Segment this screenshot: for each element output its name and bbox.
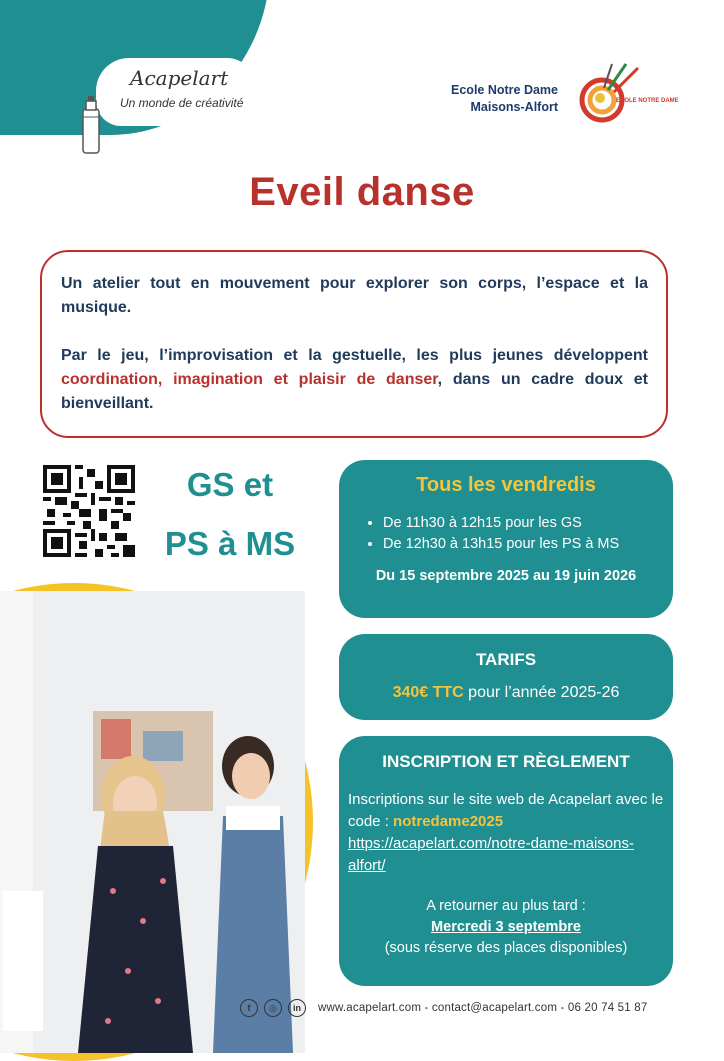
tarifs-title: TARIFS	[475, 650, 537, 669]
intro-paragraph-2	[61, 344, 648, 416]
schedule-dates: Du 15 septembre 2025 au 19 juin 2026	[375, 568, 637, 584]
schedule-panel	[339, 460, 673, 618]
intro-p2-start: Par le jeu, l’improvisation et la gestuelle, les plus jeunes développent	[61, 347, 648, 364]
schedule-item: • De 11h30 à 12h15 pour les GS	[383, 513, 619, 534]
return-label: A retourner au plus tard :	[426, 898, 586, 914]
footer	[240, 996, 647, 1020]
school-logo	[578, 60, 679, 128]
schedule-list	[367, 513, 619, 555]
school-name-line2: Maisons-Alfort	[470, 100, 558, 114]
schedule-item: • De 12h30 à 13h15 pour les PS à MS	[383, 534, 619, 555]
return-deadline: Mercredi 3 septembre	[431, 919, 581, 935]
inscription-code: notredame2025	[393, 813, 504, 830]
school-logo-text: ECOLE NOTRE DAME	[616, 98, 679, 104]
tarifs-panel	[339, 634, 673, 720]
inscription-panel	[339, 736, 673, 986]
spray-can-icon	[78, 95, 104, 155]
school-name-line1: Ecole Notre Dame	[451, 83, 558, 97]
brand-tagline: Un monde de créativité	[120, 96, 244, 110]
tarifs-suffix: pour l’année 2025-26	[463, 684, 620, 701]
schedule-title: Tous les vendredis	[416, 474, 596, 496]
instagram-icon[interactable]: ◎	[264, 999, 282, 1017]
level-line-2: PS à MS	[164, 525, 296, 562]
tarifs-line	[339, 684, 673, 702]
page-title: Eveil danse	[249, 170, 475, 214]
facebook-icon[interactable]: f	[240, 999, 258, 1017]
brand-name: Acapelart	[130, 66, 229, 90]
school-name	[408, 82, 558, 116]
return-note: (sous réserve des places disponibles)	[384, 940, 628, 956]
inscription-text	[348, 789, 668, 877]
intro-p2-highlight: coordination, imagination et plaisir de danser	[61, 371, 438, 388]
qr-code[interactable]	[43, 465, 135, 557]
inscription-title: INSCRIPTION ET RÈGLEMENT	[382, 752, 630, 771]
inscription-text-line: Inscriptions sur le site web de Acapelart avec le code :	[348, 791, 664, 830]
dancing-children-photo	[0, 591, 305, 1053]
intro-box	[40, 250, 668, 438]
inscription-link[interactable]: https://acapelart.com/notre-dame-maisons-alfort/	[348, 835, 634, 874]
tarifs-price: 340€ TTC	[392, 684, 464, 701]
intro-paragraph-1: Un atelier tout en mouvement pour explorer son corps, l’espace et la musique.	[61, 275, 648, 316]
level-line-1: GS et	[186, 466, 274, 503]
linkedin-icon[interactable]: in	[288, 999, 306, 1017]
footer-contact: www.acapelart.com - contact@acapelart.com - 06 20 74 51 87	[318, 1002, 648, 1014]
inscription-return	[339, 896, 673, 959]
photo-illustration	[0, 591, 305, 1053]
intro-p2-end: , dans un cadre doux et bienveillant.	[61, 371, 649, 412]
